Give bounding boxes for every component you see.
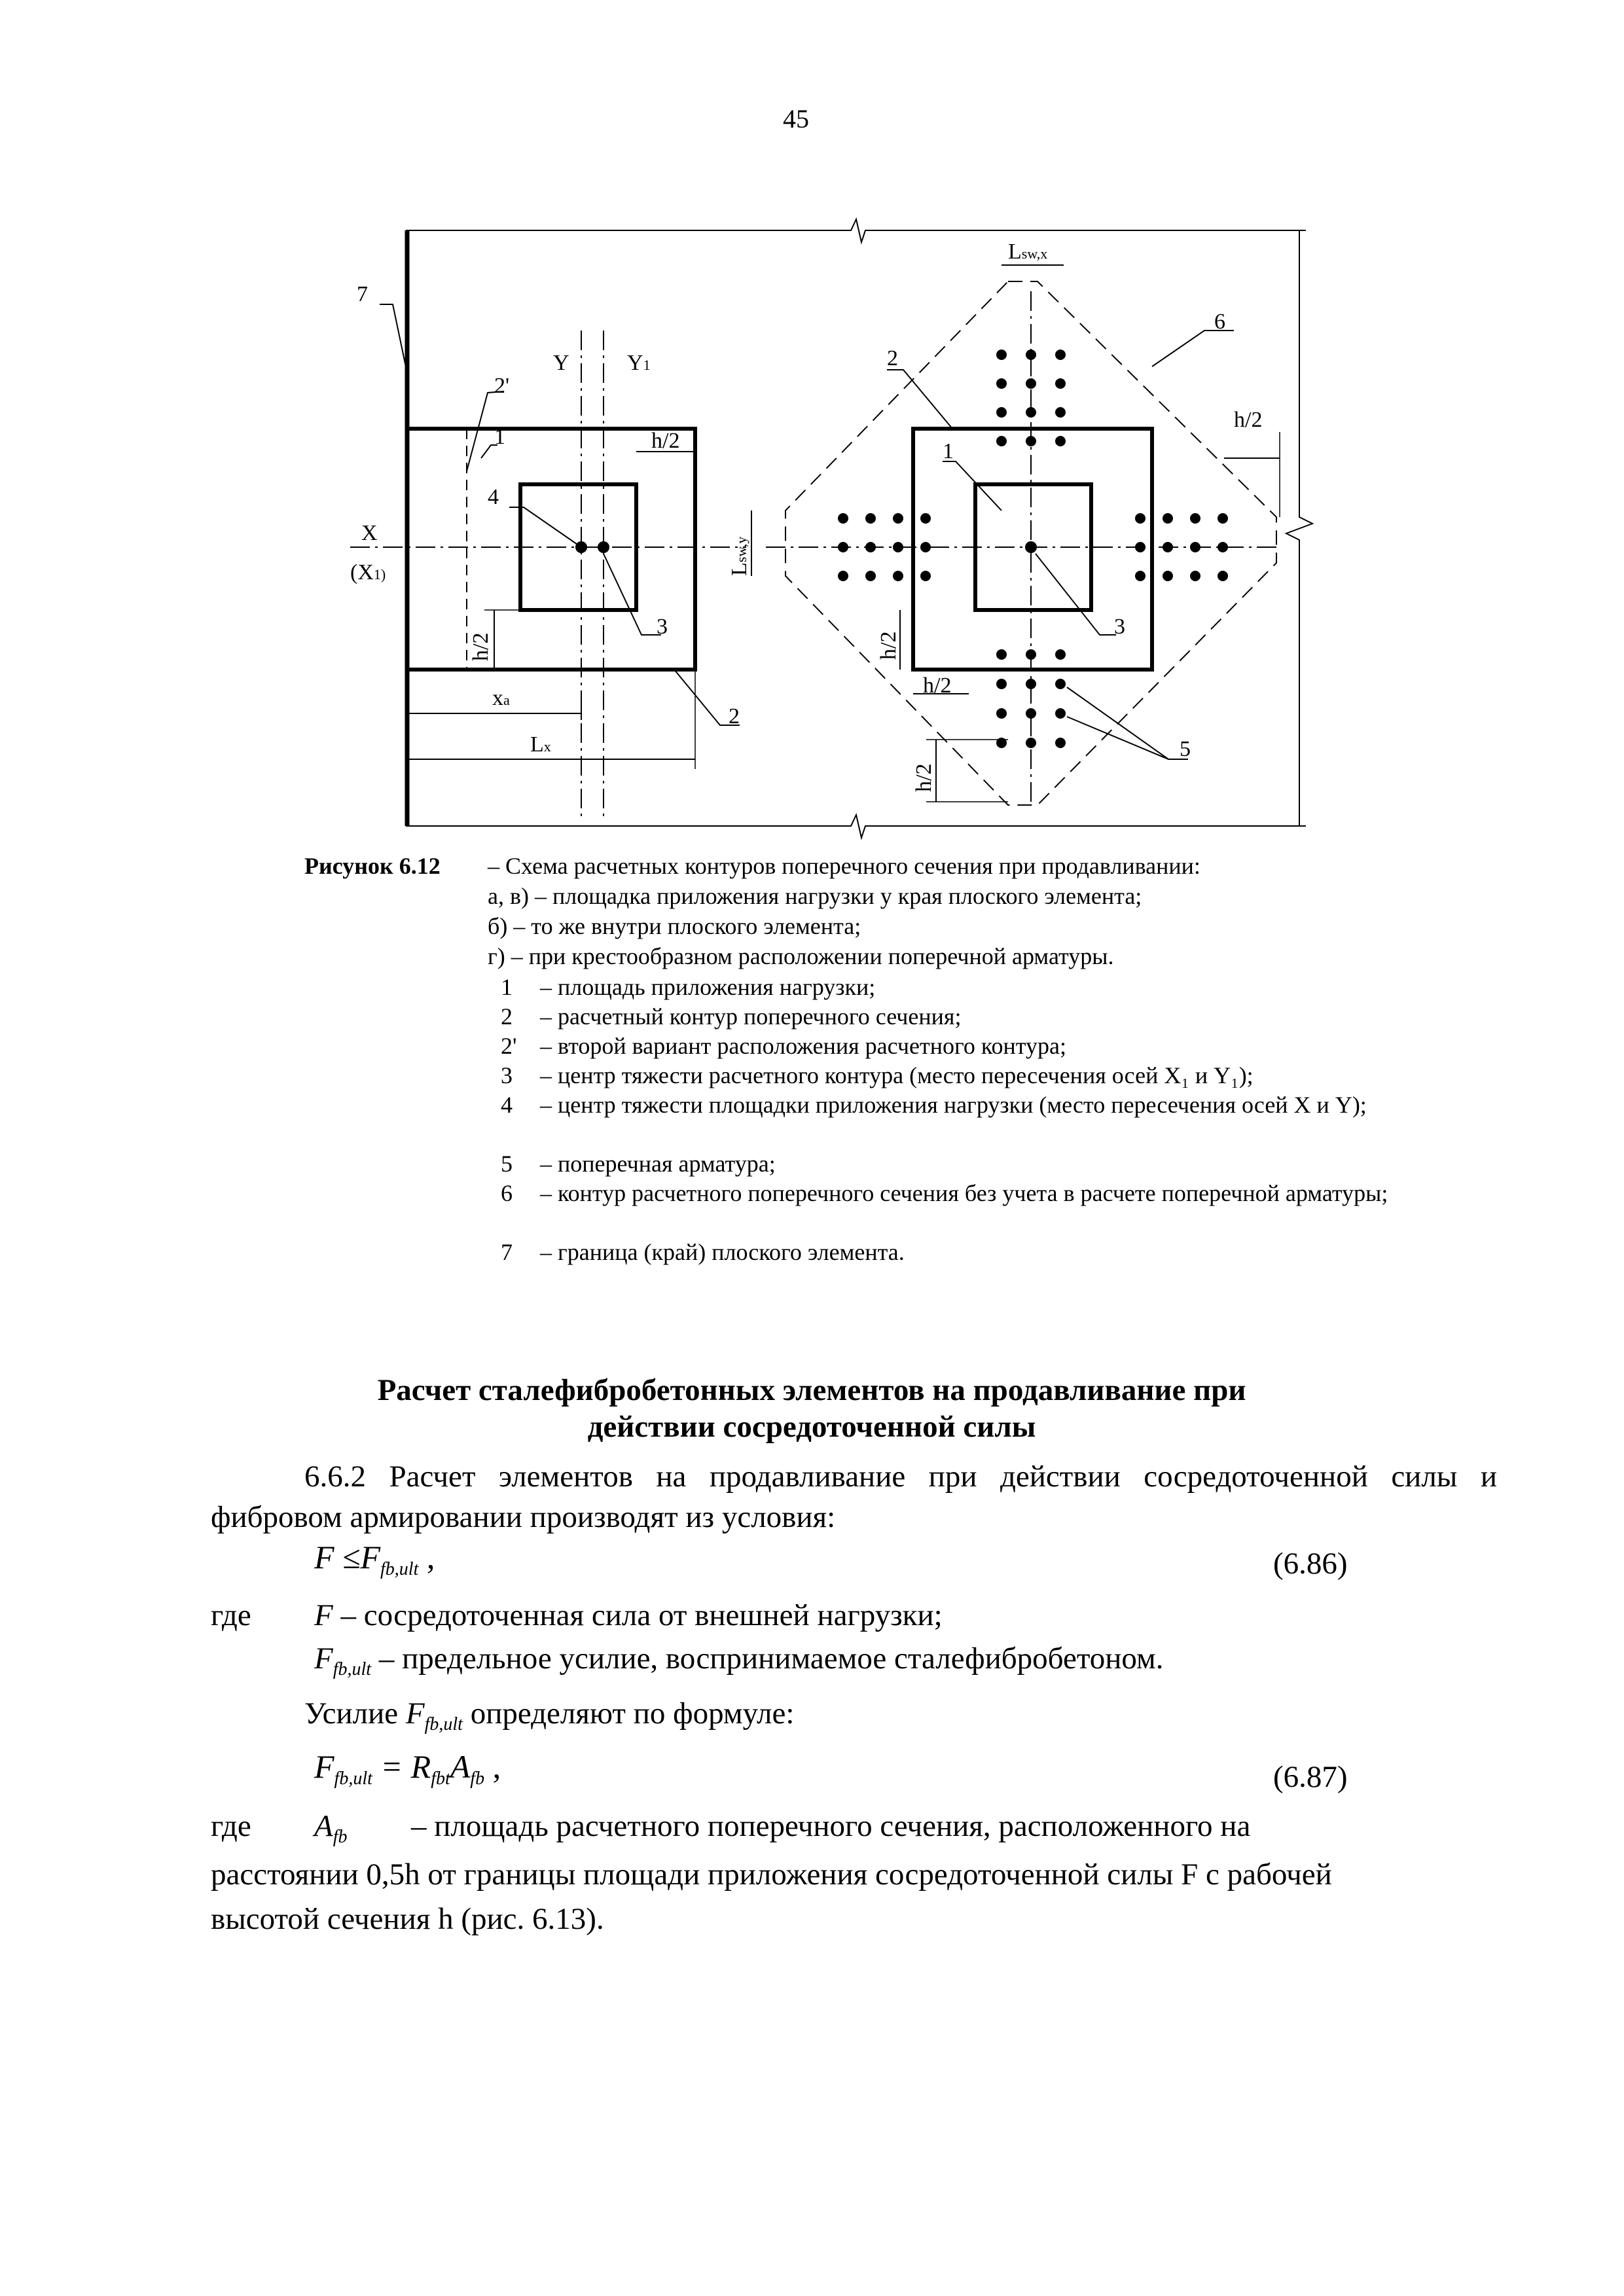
caption-line: – Схема расчетных контуров поперечного сечения при продавливании: xyxy=(488,853,1200,879)
section-title: Расчет сталефибробетонных элементов на продавливание при действии сосредоточенной силы xyxy=(377,1373,1246,1444)
equation-number-6-86: (6.86) xyxy=(1273,1547,1348,1581)
label-2-right: 2 xyxy=(887,346,898,370)
label-1-right: 1 xyxy=(943,439,954,463)
label-2-left: 2 xyxy=(729,704,740,728)
label-6: 6 xyxy=(1214,310,1225,334)
label-7: 7 xyxy=(357,282,368,306)
label-4: 4 xyxy=(488,485,499,509)
figure-6-12-diagram xyxy=(281,196,1329,851)
label-1-left: 1 xyxy=(494,425,505,449)
label-lsw-y: Lsw,y xyxy=(727,536,751,576)
figure-caption-label: Рисунок 6.12 xyxy=(304,853,441,879)
label-5: 5 xyxy=(1180,737,1191,761)
label-h2-right-vertical: h/2 xyxy=(876,631,901,660)
where-label: где xyxy=(211,1598,251,1632)
definition-f: F – сосредоточенная сила от внешней нагрузки; xyxy=(314,1598,943,1632)
label-y-axis: Y xyxy=(553,351,569,375)
caption-line: г) – при крестообразном расположении поперечной арматуры. xyxy=(488,943,1114,969)
label-x1-axis: (X1) xyxy=(350,560,386,584)
paragraph-line: высотой сечения h (рис. 6.13). xyxy=(211,1902,604,1936)
caption-line: б) – то же внутри плоского элемента; xyxy=(488,913,861,939)
label-h2-below: h/2 xyxy=(912,763,936,792)
label-x-axis: X xyxy=(361,521,378,545)
figure-caption xyxy=(488,851,1509,971)
label-xa: xa xyxy=(492,686,510,710)
formula-6-87: $F_{fb,ult} = R_{fbt}A_{fb}$ , xyxy=(314,1748,501,1789)
where-label: где xyxy=(211,1809,251,1843)
label-h2-right-top: h/2 xyxy=(1234,408,1263,432)
label-3-left: 3 xyxy=(657,615,668,639)
label-lsw-x: Lsw,x xyxy=(1008,240,1048,264)
paragraph-line: Усилие $F_{fb,ult}$ определяют по формуле: xyxy=(304,1696,795,1734)
label-lx: Lx xyxy=(530,732,551,757)
label-y1-axis: Y1 xyxy=(627,351,651,375)
label-h2-right-bottom: h/2 xyxy=(923,673,952,698)
definition-fb-ult: $F_{fb,ult}$ – предельное усилие, воспринимаемое сталефибробетоном. xyxy=(314,1641,1164,1679)
paragraph-line: фибровом армировании производят из условия: xyxy=(211,1500,836,1534)
label-h2-top-left: h/2 xyxy=(651,429,680,453)
formula-6-86: $F \le F_{fb,ult}$ , xyxy=(314,1539,435,1579)
definition-afb-text: – площадь расчетного поперечного сечения, расположенного на xyxy=(411,1809,1251,1843)
definition-afb-symbol: $A_{fb}$ xyxy=(314,1809,348,1847)
label-h2-left-vertical: h/2 xyxy=(469,632,493,661)
label-2-prime: 2' xyxy=(494,374,510,398)
paragraph-line: расстоянии 0,5h от границы площади приложения сосредоточенной силы F с рабочей xyxy=(211,1857,1332,1892)
label-3-right: 3 xyxy=(1114,615,1125,639)
paragraph-line: 6.6.2 Расчет элементов на продавливание при действии сосредоточенной силы и xyxy=(304,1460,1497,1494)
equation-number-6-87: (6.87) xyxy=(1273,1760,1348,1794)
page-number: 45 xyxy=(783,104,809,134)
caption-line: а, в) – площадка приложения нагрузки у края плоского элемента; xyxy=(488,883,1142,909)
